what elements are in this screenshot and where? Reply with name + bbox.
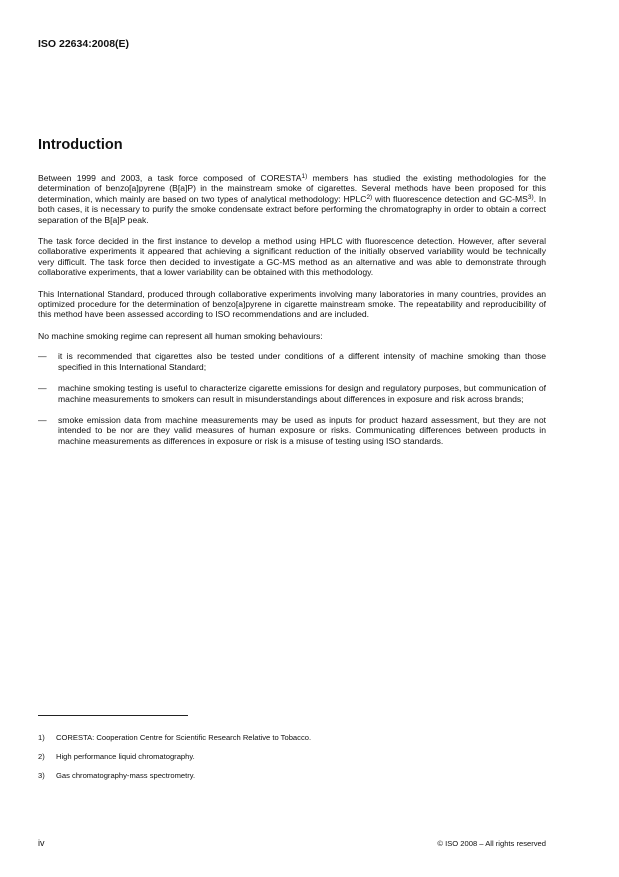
paragraph-1-part-3: with fluorescence detection and GC-MS [372, 193, 528, 204]
page-number: iv [38, 838, 45, 848]
footnotes [38, 733, 546, 790]
paragraph-4: No machine smoking regime can represent all human smoking behaviours: [38, 330, 323, 341]
footnote-ref-3: 3) [527, 193, 534, 201]
body-text [38, 173, 546, 457]
list-item [38, 351, 546, 372]
list-dash: — [38, 383, 47, 394]
paragraph-2: The task force decided in the first instance to develop a method using HPLC with fluorescence detection. However, after several collaborative experiments it appeared that achieving a significant reduction of the initially observed variability would be technically very difficult. The task force then decided to investigate a GC-MS method as an alternative and was able to demonstrate through collaborative experiments, that a lower variability can be obtained with this methodology. [38, 236, 546, 278]
list-dash: — [38, 351, 47, 362]
copyright-notice: © ISO 2008 – All rights reserved [437, 839, 546, 848]
footnote-divider [38, 715, 188, 716]
footnote-ref-2: 2) [366, 193, 373, 201]
list-dash: — [38, 414, 47, 425]
paragraph-3: This International Standard, produced through collaborative experiments involving many laboratories in many countries, provides an optimized procedure for the determination of benzo[a]pyrene in cigarette mainstream smoke. The repeatability and reproducibility of this method have been assessed according to ISO recommendations and are included. [38, 288, 546, 320]
footnote-text: CORESTA: Cooperation Centre for Scientific Research Relative to Tobacco. [56, 733, 312, 742]
paragraph-1 [38, 173, 546, 225]
document-id: ISO 22634:2008(E) [38, 38, 130, 50]
footnote-number: 1) [38, 733, 45, 742]
list-item-text: it is recommended that cigarettes also be tested under conditions of a different intensity of machine smoking than those specified in this International Standard; [58, 351, 546, 372]
footnote [38, 771, 546, 780]
list-item-text: machine smoking testing is useful to characterize cigarette emissions for design and regulatory purposes, but communication of machine measurements to smokers can result in misunderstandings about differences in exposure and risk across brands; [58, 383, 546, 404]
paragraph-1-part-2: members has studied the existing methodologies for the determination of benzo[a]pyrene (B[a]P) in the mainstream smoke of cigarettes. Several methods have been proposed for this determination, which mainly are based on two types of analytical methodology: HPLC [38, 173, 546, 204]
section-title: Introduction [38, 137, 123, 153]
paragraph-1-part-1: Between 1999 and 2003, a task force composed of CORESTA [38, 173, 302, 183]
list-item-text: smoke emission data from machine measurements may be used as inputs for product hazard assessment, but they are not intended to be nor are they valid measures of human exposure or risks. Communicating differences between products in machine measurements as differences in exposure or risk is a misuse of testing using ISO standards. [58, 414, 546, 446]
footnote-text: High performance liquid chromatography. [56, 752, 195, 761]
footnote-ref-1: 1) [301, 173, 308, 180]
footnote-number: 2) [38, 752, 45, 761]
paragraph-1-part-4: . In both cases, it is necessary to purify the smoke condensate extract before performing the chromatography in order to obtain a correct separation of the B[a]P peak. [38, 193, 546, 225]
footnote-number: 3) [38, 771, 45, 780]
footnote-text: Gas chromatography-mass spectrometry. [56, 771, 196, 780]
list-item [38, 383, 546, 404]
list-item [38, 415, 546, 446]
footnote [38, 752, 546, 761]
footnote [38, 733, 546, 742]
